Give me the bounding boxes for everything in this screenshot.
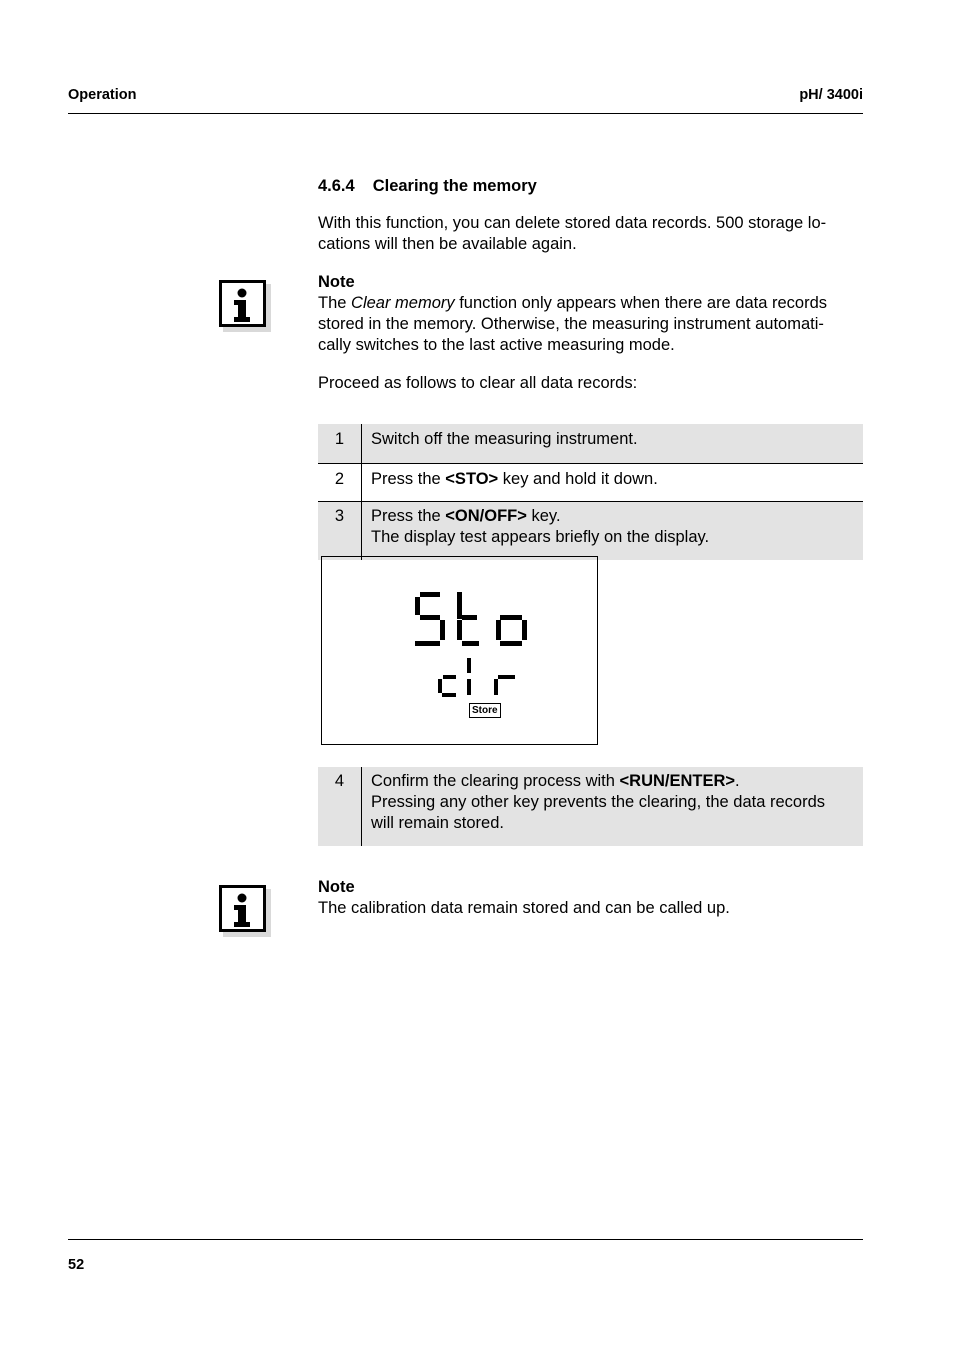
note-1-line-2: stored in the memory. Otherwise, the measuring instrument automati- <box>318 315 824 333</box>
footer-rule <box>68 1239 863 1240</box>
note-1-line-1: The Clear memory function only appears when there are data records <box>318 294 828 312</box>
step-number: 4 <box>318 767 362 846</box>
lcd-char-c <box>438 675 456 697</box>
step-number: 3 <box>318 502 362 561</box>
lcd-display <box>321 556 598 745</box>
step-text: Switch off the measuring instrument. <box>371 430 638 448</box>
intro-line-1: With this function, you can delete stored data records. 500 storage lo- <box>318 214 827 232</box>
note-1 <box>318 272 827 356</box>
note-1-line-3: cally switches to the last active measuring mode. <box>318 336 675 354</box>
lcd-char-o <box>496 615 527 646</box>
note-1-label: Note <box>318 273 355 291</box>
info-icon <box>219 885 271 937</box>
note-2 <box>318 877 730 919</box>
header-rule <box>68 113 863 114</box>
note-2-text: The calibration data remain stored and can be called up. <box>318 899 730 917</box>
info-icon <box>219 280 271 332</box>
step-row <box>318 424 863 464</box>
running-header-right: pH/ 3400i <box>799 87 863 103</box>
step-number: 2 <box>318 464 362 502</box>
steps-table-continued <box>318 767 863 846</box>
lcd-char-r <box>494 675 515 695</box>
store-indicator: Store <box>469 703 501 718</box>
page-number: 52 <box>68 1257 85 1273</box>
intro-paragraph <box>318 213 826 255</box>
step-row <box>318 464 863 502</box>
step-row <box>318 767 863 846</box>
lcd-char-s <box>415 592 445 646</box>
lcd-char-t <box>457 592 479 646</box>
lcd-segments <box>322 557 599 746</box>
section-heading <box>318 177 537 196</box>
step-number: 1 <box>318 424 362 464</box>
step-text: Press the <ON/OFF> key. The display test appears briefly on the display. <box>371 507 710 546</box>
lcd-char-l <box>467 658 471 695</box>
note-2-label: Note <box>318 878 355 896</box>
running-header-left: Operation <box>68 87 137 103</box>
steps-table <box>318 424 863 560</box>
step-row <box>318 502 863 561</box>
step-text: Press the <STO> key and hold it down. <box>371 470 658 488</box>
section-title: Clearing the memory <box>372 177 537 195</box>
proceed-text: Proceed as follows to clear all data records: <box>318 374 638 392</box>
intro-line-2: cations will then be available again. <box>318 235 577 253</box>
section-number: 4.6.4 <box>318 177 355 195</box>
step-text: Confirm the clearing process with <RUN/ENTER>. Pressing any other key prevents the clearing, the data records will remain stored. <box>371 772 825 832</box>
